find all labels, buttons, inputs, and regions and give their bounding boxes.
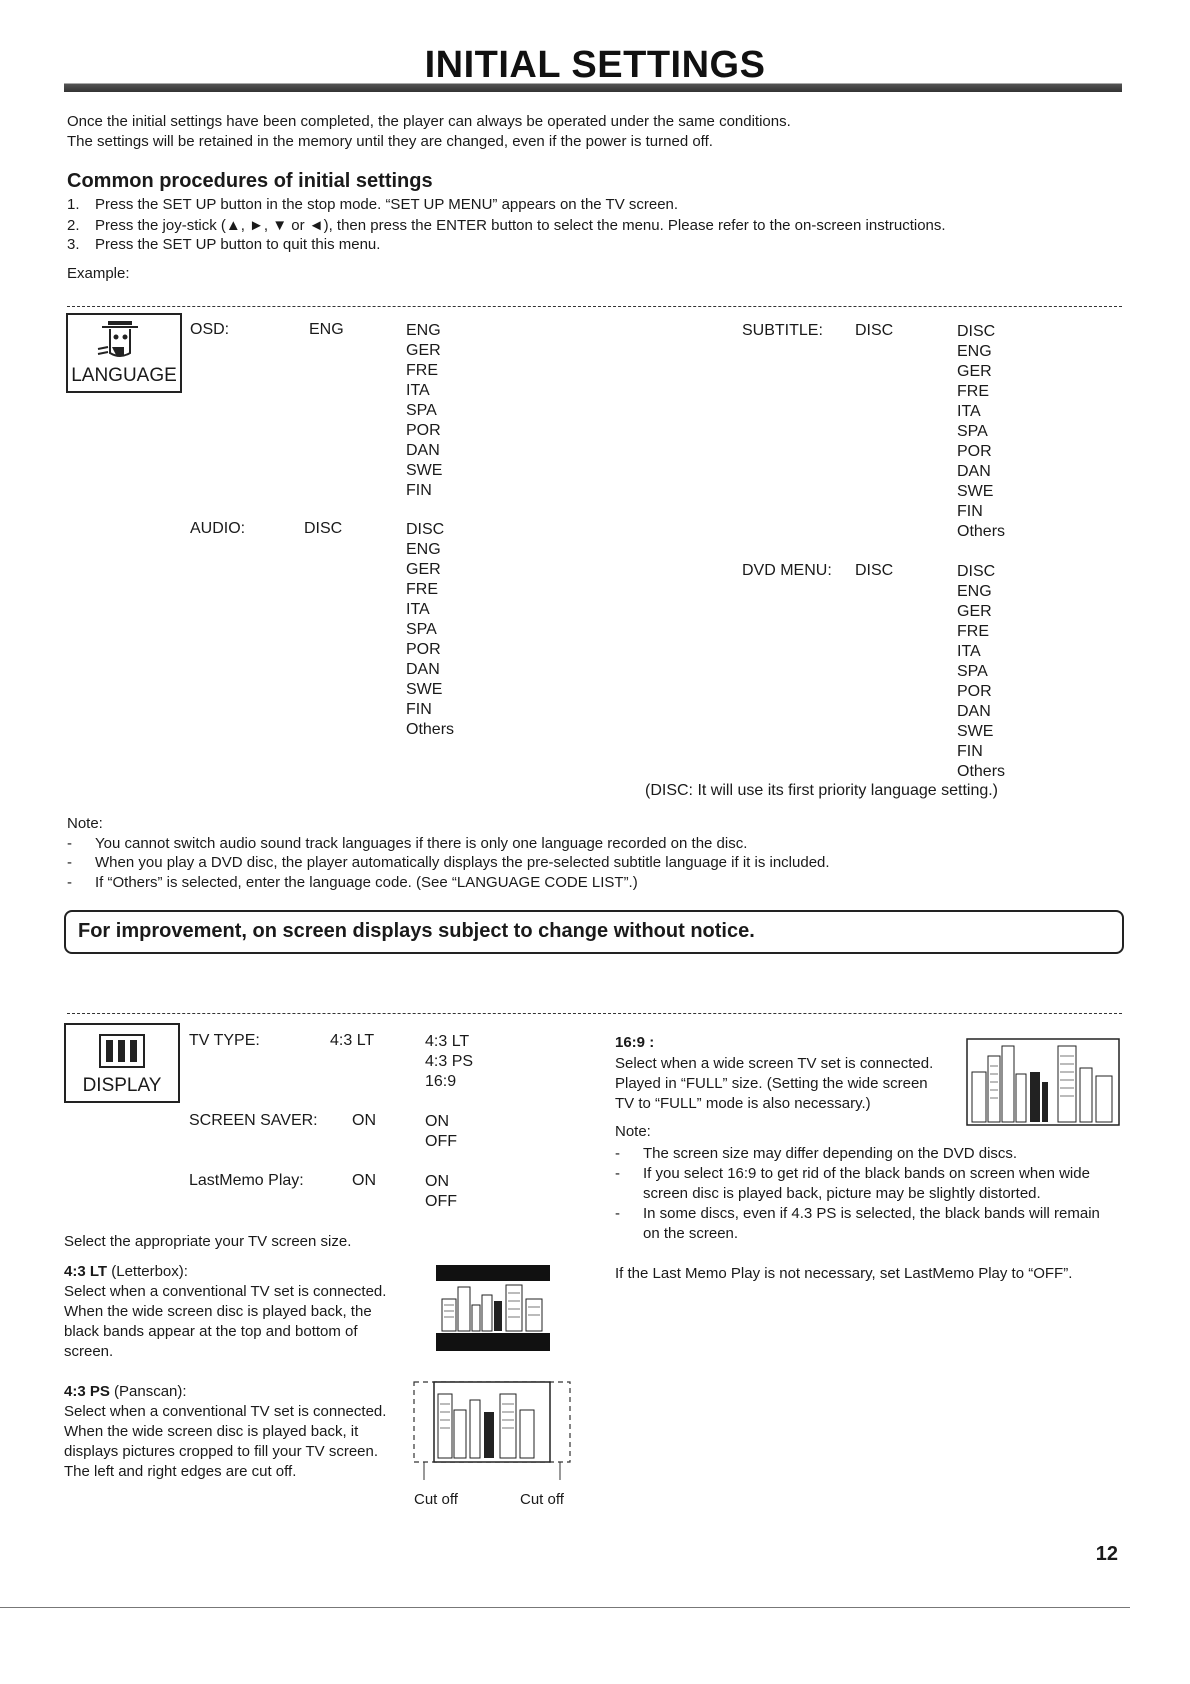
option-item: GER	[406, 342, 441, 359]
display-note-text: screen disc is played back, picture may be slightly distorted.	[643, 1185, 1041, 1202]
step-number: 1.	[67, 196, 80, 213]
screen-saver-current: ON	[352, 1112, 376, 1129]
cut-off-left: Cut off	[414, 1491, 458, 1508]
page-title: INITIAL SETTINGS	[424, 44, 766, 86]
option-item: DAN	[406, 442, 440, 459]
option-item: 16:9	[425, 1073, 457, 1090]
note-label: Note:	[67, 815, 103, 832]
display-note-item: - In some discs, even if 4.3 PS is selected, the black bands will remain	[615, 1205, 1100, 1222]
ps-line: Select when a conventional TV set is connected.	[64, 1403, 387, 1420]
option-item: FIN	[406, 701, 432, 718]
option-item: SPA	[406, 621, 437, 638]
screen-saver-label: SCREEN SAVER:	[189, 1112, 318, 1129]
option-item: ON	[425, 1173, 449, 1190]
ps-subtitle: (Panscan):	[109, 1383, 187, 1400]
divider	[67, 1013, 1122, 1014]
option-item: ITA	[957, 643, 981, 660]
cut-off-right: Cut off	[520, 1491, 564, 1508]
letterbox-picture	[436, 1265, 550, 1351]
option-item: ENG	[406, 541, 441, 558]
notice-banner	[64, 910, 1124, 954]
osd-current: ENG	[309, 321, 344, 338]
screen-saver-options	[425, 1112, 457, 1152]
intro-line-1: Once the initial settings have been completed, the player can always be operated under the same conditions.	[67, 113, 791, 130]
step-1	[67, 196, 678, 213]
option-item: OFF	[425, 1193, 457, 1210]
option-item: FIN	[957, 503, 983, 520]
note-text: If “Others” is selected, enter the language code. (See “LANGUAGE CODE LIST”.)	[95, 874, 638, 891]
tv-type-current: 4:3 LT	[330, 1032, 375, 1049]
note-text: When you play a DVD disc, the player automatically displays the pre-selected subtitle language if it is included.	[95, 854, 830, 871]
option-item: POR	[406, 641, 441, 658]
osd-options	[406, 321, 442, 501]
wide-line: Select when a wide screen TV set is connected.	[615, 1055, 934, 1072]
option-item: ENG	[406, 322, 441, 339]
widescreen-picture	[966, 1038, 1120, 1126]
option-item: 4:3 PS	[425, 1053, 474, 1070]
step-number: 2.	[67, 217, 80, 234]
option-item: FRE	[406, 362, 438, 379]
option-item: ON	[425, 1113, 449, 1130]
option-item: DISC	[957, 563, 996, 580]
option-item: ENG	[957, 583, 992, 600]
select-text: Select the appropriate your TV screen size.	[64, 1233, 352, 1250]
wide-line: TV to “FULL” mode is also necessary.)	[615, 1095, 871, 1112]
lt-subtitle: (Letterbox):	[107, 1263, 188, 1280]
subtitle-current: DISC	[855, 322, 894, 339]
note-item: - When you play a DVD disc, the player automatically displays the pre-selected subtitle language if it is included.	[67, 854, 830, 871]
option-item: GER	[957, 363, 992, 380]
ps-line: The left and right edges are cut off.	[64, 1463, 297, 1480]
display-note-text: on the screen.	[643, 1225, 739, 1242]
common-procedures-heading: Common procedures of initial settings	[67, 170, 433, 192]
divider	[67, 306, 1122, 307]
option-item: POR	[957, 443, 992, 460]
language-icon-box	[66, 313, 182, 393]
osd-label: OSD:	[190, 321, 230, 338]
step-text: Press the joy-stick (▲, ►, ▼ or ◄), then press the ENTER button to select the menu. Please refer to the on-screen instructions.	[95, 217, 946, 234]
page-number: 12	[1095, 1543, 1118, 1565]
option-item: GER	[957, 603, 992, 620]
display-note-item: - The screen size may differ depending on the DVD discs.	[615, 1145, 1018, 1162]
option-item: FIN	[406, 482, 432, 499]
step-2	[67, 217, 946, 234]
option-item: Others	[957, 523, 1006, 540]
lt-title: 4:3 LT	[64, 1263, 108, 1280]
note-item: - If “Others” is selected, enter the language code. (See “LANGUAGE CODE LIST”.)	[67, 874, 638, 891]
example-label: Example:	[67, 265, 130, 282]
option-item: DAN	[957, 463, 991, 480]
disc-note: (DISC: It will use its first priority language setting.)	[645, 782, 999, 799]
option-item: SWE	[957, 723, 994, 740]
option-item: ITA	[406, 382, 430, 399]
display-note-item: - If you select 16:9 to get rid of the black bands on screen when wide	[615, 1165, 1090, 1182]
ps-heading	[64, 1382, 187, 1402]
subtitle-options	[957, 322, 1005, 542]
dvd-menu-current: DISC	[855, 562, 894, 579]
option-item: SPA	[957, 423, 988, 440]
audio-label: AUDIO:	[190, 520, 246, 537]
option-item: FRE	[406, 581, 438, 598]
lt-line: screen.	[64, 1343, 114, 1360]
step-3	[67, 236, 380, 253]
wide-line: Played in “FULL” size. (Setting the wide screen	[615, 1075, 928, 1092]
option-item: SPA	[957, 663, 988, 680]
option-item: Others	[957, 763, 1006, 780]
language-face-icon	[94, 317, 154, 367]
tv-type-label: TV TYPE:	[189, 1032, 260, 1049]
panscan-picture	[412, 1380, 572, 1490]
option-item: SPA	[406, 402, 437, 419]
option-item: ITA	[957, 403, 981, 420]
dvd-menu-label: DVD MENU:	[742, 562, 832, 579]
option-item: SWE	[957, 483, 994, 500]
subtitle-label: SUBTITLE:	[742, 322, 823, 339]
bottom-rule	[0, 1607, 1130, 1608]
note-text: You cannot switch audio sound track languages if there is only one language recorded on the disc.	[95, 835, 748, 852]
dvd-menu-options	[957, 562, 1005, 782]
lt-line: When the wide screen disc is played back, the	[64, 1303, 372, 1320]
display-bars-icon	[98, 1033, 146, 1069]
lt-line: Select when a conventional TV set is connected.	[64, 1283, 387, 1300]
option-item: SWE	[406, 462, 443, 479]
step-text: Press the SET UP button in the stop mode. “SET UP MENU” appears on the TV screen.	[95, 196, 679, 213]
display-icon-label: DISPLAY	[82, 1075, 162, 1096]
option-item: Others	[406, 721, 455, 738]
step-number: 3.	[67, 236, 80, 253]
option-item: FRE	[957, 623, 989, 640]
audio-current: DISC	[304, 520, 343, 537]
display-note-label: Note:	[615, 1123, 651, 1140]
option-item: SWE	[406, 681, 443, 698]
option-item: GER	[406, 561, 441, 578]
ps-line: When the wide screen disc is played back, it	[64, 1423, 359, 1440]
option-item: FRE	[957, 383, 989, 400]
ps-title: 4:3 PS	[64, 1383, 110, 1400]
lt-heading	[64, 1262, 188, 1282]
option-item: FIN	[957, 743, 983, 760]
last-memo-label: LastMemo Play:	[189, 1172, 304, 1189]
option-item: 4:3 LT	[425, 1033, 470, 1050]
option-item: DISC	[957, 323, 996, 340]
language-icon-label: LANGUAGE	[71, 365, 177, 386]
display-icon-box	[64, 1023, 180, 1103]
display-note-text: In some discs, even if 4.3 PS is selected, the black bands will remain	[643, 1205, 1100, 1222]
note-item: - You cannot switch audio sound track languages if there is only one language recorded on the disc.	[67, 835, 748, 852]
option-item: POR	[957, 683, 992, 700]
option-item: ITA	[406, 601, 430, 618]
tv-type-options	[425, 1032, 473, 1092]
option-item: ENG	[957, 343, 992, 360]
option-item: POR	[406, 422, 441, 439]
last-memo-text: If the Last Memo Play is not necessary, set LastMemo Play to “OFF”.	[615, 1265, 1073, 1282]
audio-options	[406, 520, 454, 740]
wide-title: 16:9 :	[615, 1034, 655, 1051]
last-memo-current: ON	[352, 1172, 376, 1189]
ps-line: displays pictures cropped to fill your TV screen.	[64, 1443, 379, 1460]
option-item: OFF	[425, 1133, 457, 1150]
option-item: DISC	[406, 521, 445, 538]
notice-text: For improvement, on screen displays subject to change without notice.	[78, 920, 755, 942]
display-note-text: If you select 16:9 to get rid of the black bands on screen when wide	[643, 1165, 1090, 1182]
step-text: Press the SET UP button to quit this menu.	[95, 236, 381, 253]
last-memo-options	[425, 1172, 457, 1212]
lt-line: black bands appear at the top and bottom of	[64, 1323, 358, 1340]
ps-description	[64, 1402, 400, 1482]
display-note-text: The screen size may differ depending on the DVD discs.	[643, 1145, 1018, 1162]
option-item: DAN	[406, 661, 440, 678]
lt-description	[64, 1282, 400, 1362]
wide-description	[615, 1054, 933, 1114]
intro-line-2: The settings will be retained in the memory until they are changed, even if the power is turned off.	[67, 133, 713, 150]
option-item: DAN	[957, 703, 991, 720]
